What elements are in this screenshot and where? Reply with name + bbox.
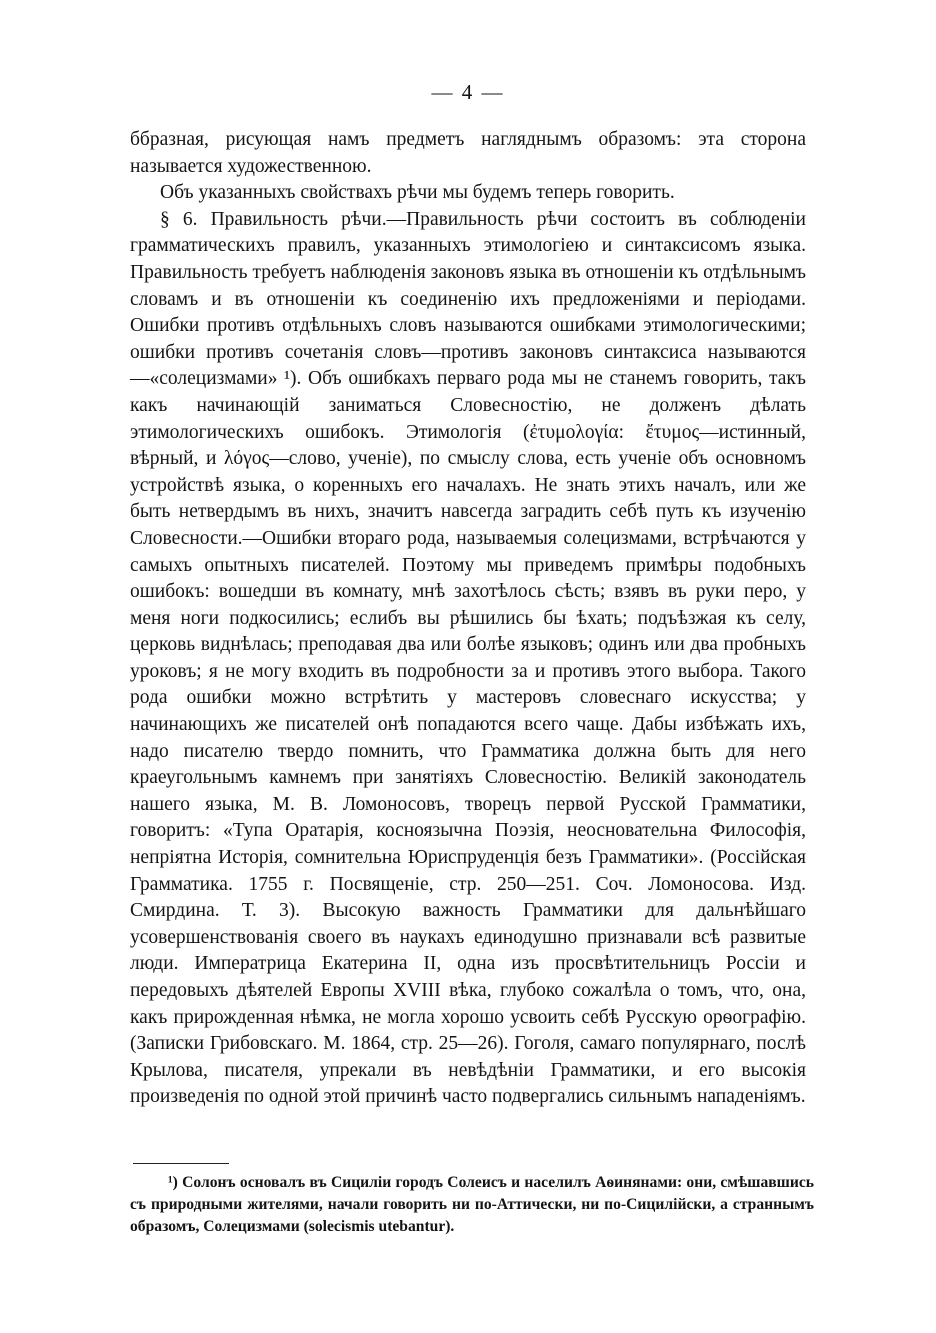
footnote: ¹) Солонъ основалъ въ Сициліи городъ Солеисъ и населилъ Аѳинянами: они, смѣшавшись съ природными жителями, начали говорить ни по-Аттически, ни по-Сицилійски, а страннымъ образомъ, Солецизмами (solecismis utebantur).: [130, 1174, 814, 1235]
footnote-divider: [133, 1163, 229, 1164]
paragraph-transition: Объ указанныхъ свойствахъ рѣчи мы будемъ теперь говорить.: [160, 182, 675, 204]
main-text: [130, 127, 806, 1111]
paragraph-continuation: ббразная, рисующая намъ предметъ нагляднымъ образомъ: эта сторона называется художественною.: [130, 129, 806, 177]
page-number: — 4 —: [431, 80, 505, 104]
paragraph-section-6: § 6. Правильность рѣчи.—Правильность рѣчи состоитъ въ соблюденіи грамматическихъ правилъ, указанныхъ этимологіею и синтаксисомъ языка. Правильность требуетъ наблюденія законовъ языка въ отношеніи къ отдѣльнымъ словамъ и въ отношеніи къ соединенію ихъ предложеніями и періодами. Ошибки противъ отдѣльныхъ словъ называются ошибками этимологическими; ошибки противъ сочетанія словъ—противъ законовъ синтаксиса называются—«солецизмами» ¹). Объ ошибкахъ перваго рода мы не станемъ говорить, такъ какъ начинающій заниматься Словесностію, не долженъ дѣлать этимологическихъ ошибокъ. Этимологія (ἐτυμολογία: ἔτυμος—истинный, вѣрный, и λόγος—слово, ученіе), по смыслу слова, есть ученіе объ основномъ устройствѣ языка, о коренныхъ его началахъ. Не знать этихъ началъ, или же быть нетвердымъ въ нихъ, значитъ навсегда заградить себѣ путь къ изученію Словесности.—Ошибки втораго рода, называемыя солецизмами, встрѣчаются у самыхъ опытныхъ писателей. Поэтому мы приведемъ примѣры подобныхъ ошибокъ: вошедши въ комнату, мнѣ захотѣлось сѣсть; взявъ въ руки перо, у меня ноги подкосились; еслибъ вы рѣшились бы ѣхать; подъѣзжая къ селу, церковь виднѣлась; преподавая два или болѣе языковъ; одинъ или два пробныхъ уроковъ; я не могу входить въ подробности за и противъ этого выбора. Такого рода ошибки можно встрѣтить у мастеровъ словеснаго искусства; у начинающихъ же писателей онѣ попадаются всего чаще. Дабы избѣжать ихъ, надо писателю твердо помнить, что Грамматика должна быть для него краеугольнымъ камнемъ при занятіяхъ Словесностію. Великій законодатель нашего языка, М. В. Ломоносовъ, творецъ первой Русской Грамматики, говоритъ: «Тупа Оратарія, косноязычна Поэзія, неосновательна Философія, непріятна Исторія, сомнительна Юриспруденція безъ Грамматики». (Россійская Грамматика. 1755 г. Посвященіе, стр. 250—251. Соч. Ломоносова. Изд. Смирдина. Т. 3). Высокую важность Грамматики для дальнѣйшаго усовершенствованія своего въ наукахъ единодушно признавали всѣ развитые люди. Императрица Екатерина II, одна изъ просвѣтительницъ Россіи и передовыхъ дѣятелей Европы XVIII вѣка, глубоко сожалѣла о томъ, что, она, какъ прирожденная нѣмка, не могла хорошо усвоить себѣ Русскую орѳографію. (Записки Грибовскаго. М. 1864, стр. 25—26). Гоголя, самаго популярнаго, послѣ Крылова, писателя, упрекали въ невѣдѣніи Грамматики, и его высокія произведенія по одной этой причинѣ часто подвергались сильнымъ нападеніямъ.: [130, 208, 806, 1108]
